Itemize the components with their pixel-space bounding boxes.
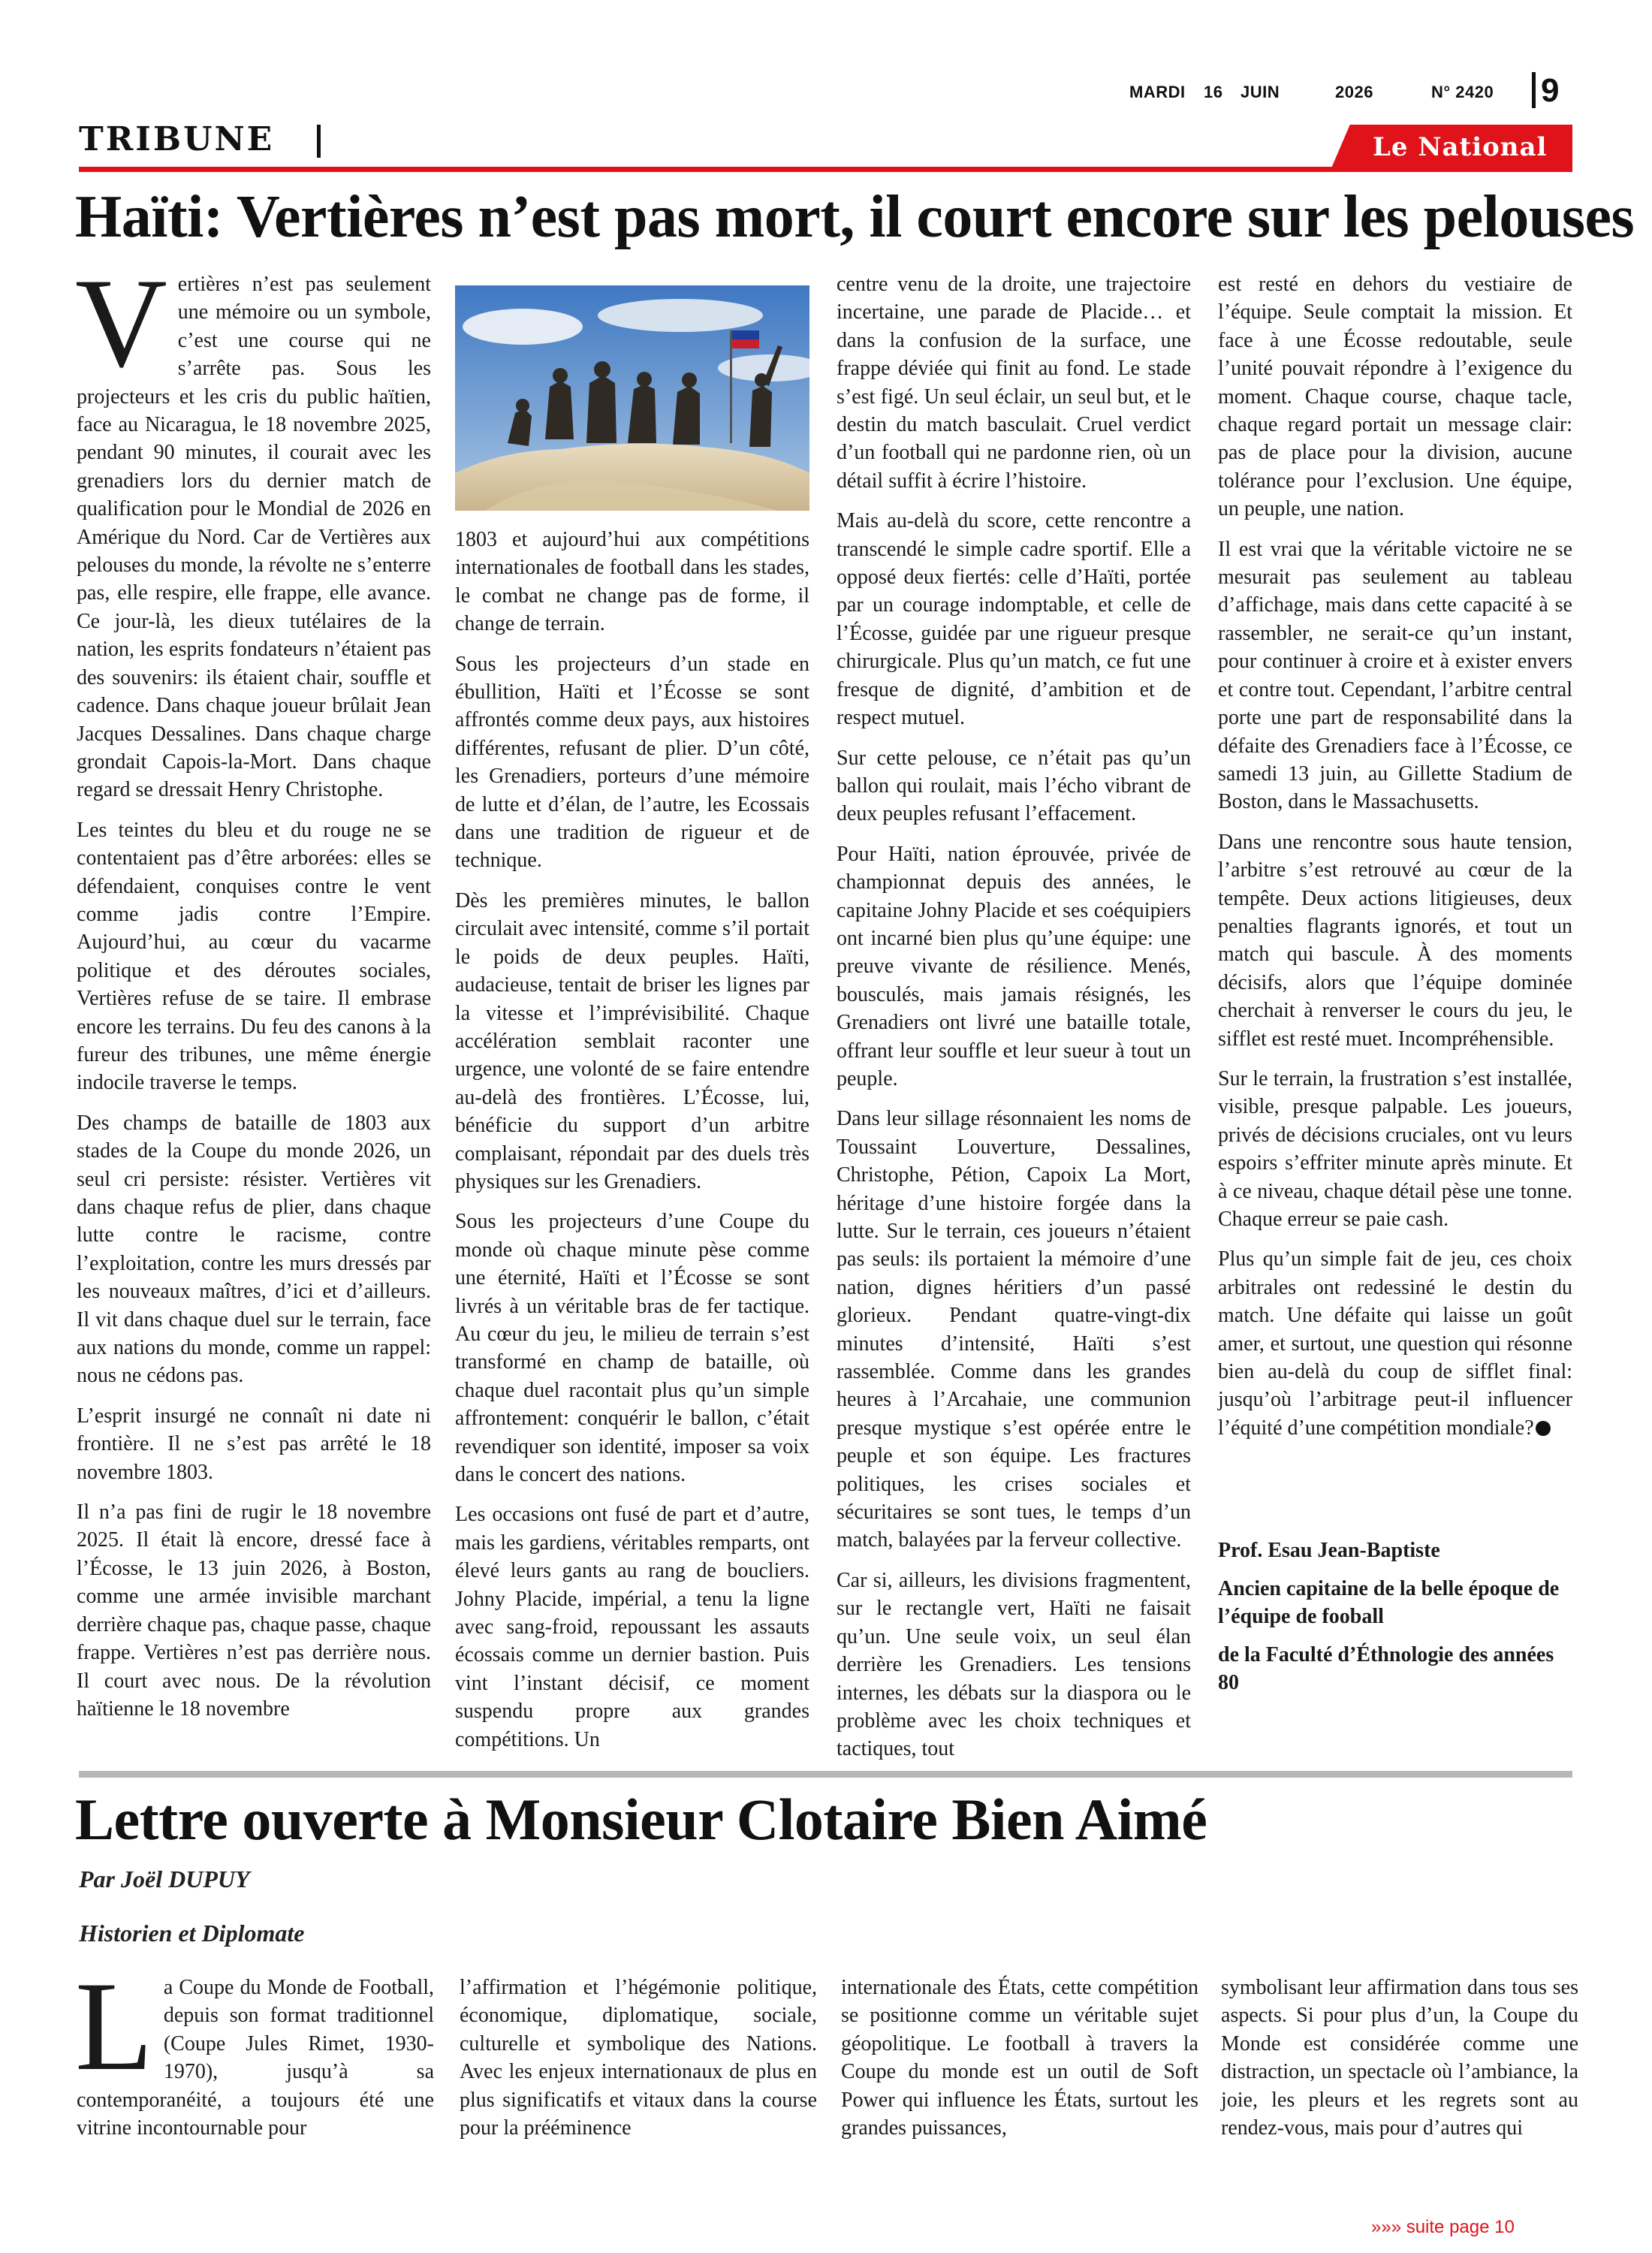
paragraph: Sous les projecteurs d’une Coupe du monde où chaque minute pèse comme une éternité, Haïti et l’Écosse se sont livrés à un véritable bras de fer tactique. Au cœur du jeu, le milieu de terrain s’est transformé en champ de bataille, où chaque duel racontait plus qu’un simple affrontement: conquérir le ballon, c’était revendiquer son identité, imposer sa voix dans le concert des nations. — [455, 1210, 809, 1486]
signature-name: Prof. Esau Jean-Baptiste — [1218, 1539, 1440, 1562]
drop-cap: V — [75, 252, 167, 394]
paragraph: Les teintes du bleu et du rouge ne se contentaient pas d’être arborées: elles se défendaient, conquises contre le vent comme jadis contre l’Empire. Aujourd’hui, au cœur du vacarme politique et des déroutes sociales, Vertières refuse de se taire. Il embrase encore les terrains. Du feu des canons à la fureur des tribunes, une même énergie indocile traverse le temps. — [77, 818, 431, 1095]
paragraph: Mais au-delà du score, cette rencontre a transcendé le simple cadre sportif. Elle a opposé deux fiertés: celle d’Haïti, portée par un courage indomptable, et celle de l’Écosse, guidée par une rigueur presque chirurgicale. Plus qu’un match, ce fut une fresque de dignité, d’ambition et de respect mutuel. — [837, 509, 1191, 730]
paragraph: internationale des États, cette compétition se positionne comme un véritable sujet géopolitique. Le football à travers la Coupe du monde est un outil de Soft Power qui influence les États, surtout les grandes puissances, — [841, 1976, 1198, 2140]
article2-author-role: Historien et Diplomate — [79, 1920, 305, 1947]
paragraph: Des champs de bataille de 1803 aux stades de la Coupe du monde 2026, un seul cri persiste: résister. Vertières vit dans chaque refus de plier, dans chaque lutte contre le racisme, contre l’exploitation, contre les murs dressés par les nouveaux maîtres, d’ici et d’ailleurs. Il vit dans chaque duel sur le terrain, face aux nations du monde, comme un rappel: nous ne cédons pas. — [77, 1111, 431, 1388]
paragraph: L’esprit insurgé ne connaît ni date ni frontière. Il ne s’est pas arrêté le 18 novembre 1803. — [77, 1404, 431, 1484]
page-number: 9 — [1541, 72, 1560, 109]
article2-author: Par Joël DUPUY — [79, 1865, 250, 1893]
article2-title: Lettre ouverte à Monsieur Clotaire Bien Aimé — [75, 1787, 1207, 1852]
signature-block — [1218, 1537, 1572, 1697]
paragraph: l’affirmation et l’hégémonie politique, économique, diplomatique, sociale, culturelle et symbolique des Nations. Avec les enjeux internationaux de plus en plus significatifs et vitaux dans la course pour la prééminence — [460, 1976, 817, 2140]
article-column-1 — [75, 252, 431, 1735]
issue-date: 16 — [1204, 83, 1223, 101]
issue-day: MARDI — [1129, 83, 1186, 101]
article-column-4 — [1218, 270, 1572, 1442]
signature-title: Ancien capitaine de la belle époque de l’équipe de fooball — [1218, 1577, 1560, 1628]
article2-column-1 — [75, 1956, 434, 2142]
article-column-2 — [455, 526, 809, 1766]
paragraph: Il n’a pas fini de rugir le 18 novembre 2025. Il était là encore, dressé face à l’Écosse, le 13 juin 2026, à Boston, comme une armée invisible marchant derrière chaque pas, chaque passe, chaque frappe. Vertières n’est pas derrière nous. Il court avec nous. De la révolution haïtienne le 18 novembre — [77, 1500, 431, 1721]
article-separator — [79, 1771, 1572, 1778]
header-rule — [79, 167, 1572, 172]
drop-cap: L — [75, 1956, 153, 2097]
issue-month: JUIN — [1241, 83, 1280, 101]
paragraph: ertières n’est pas seulement une mémoire ou un symbole, c’est une course qui ne s’arrête pas. Sous les projecteurs et les cris du public haïtien, face au Nicaragua, le 18 novembre 2025, pendant 90 minutes, il courait avec les grenadiers lors du dernier match de qualification pour le Mondial de 2026 en Amérique du Nord. Car de Vertières aux pelouses du monde, la révolte ne s’enterre pas, elle respire, elle frappe, elle avance. Ce jour-là, les dieux tutélaires de la nation, les esprits fondateurs n’étaient pas des souvenirs: ils étaient chair, souffle et cadence. Dans chaque joueur brûlait Jean Jacques Dessalines. Dans chaque charge grondait Capois-la-Mort. Dans chaque regard se dressait Henry Christophe. — [77, 273, 431, 802]
article2-column-4 — [1221, 1974, 1578, 2142]
monument-photo — [455, 285, 809, 511]
paragraph: Dans leur sillage résonnaient les noms de Toussaint Louverture, Dessalines, Christophe, Pétion, Capoix La Mort, héritage d’une histoire forgée dans la lutte. Sur le terrain, ces joueurs n’étaient pas seuls: ils portaient la mémoire d’une nation, dignes héritiers d’un passé glorieux. Pendant quatre-vingt-dix minutes d’intensité, Haïti s’est rassemblée. Comme dans les grandes heures à l’Arcahaie, une communion presque mystique s’est opérée entre le peuple et son équipe. Les fractures politiques, les crises sociales et sécuritaires se sont tues, le temps d’un match, balayées par la ferveur collective. — [837, 1107, 1191, 1552]
paragraph: est resté en dehors du vestiaire de l’équipe. Seule comptait la mission. Et face à une Écosse redoutable, seule l’unité pouvait répondre à l’exigence du moment. Chaque course, chaque tacle, chaque regard portait un message clair: pas de place pour la division, aucune tolérance pour l’exclusion. Une équipe, un peuple, une nation. — [1218, 273, 1572, 521]
monument-photo-graphic — [455, 285, 809, 511]
paragraph: Sur cette pelouse, ce n’était pas qu’un ballon qui roulait, mais l’écho vibrant de deux peuples refusant l’effacement. — [837, 746, 1191, 826]
paragraph: centre venu de la droite, une trajectoire incertaine, une parade de Placide… et dans la confusion de la surface, une frappe déviée qui finit au fond. Le stade s’est figé. Un seul éclair, un seul but, et le destin du match basculait. Cruel verdict d’un football qui ne pardonne rien, où un détail suffit à écrire l’histoire. — [837, 273, 1191, 493]
issue-number: N° 2420 — [1431, 83, 1494, 101]
paragraph: symbolisant leur affirmation dans tous ses aspects. Si pour plus d’un, la Coupe du Monde est considérée comme une distraction, un spectacle où l’ambiance, la joie, les pleurs et les regrets sont au rendez-vous, mais pour d’autres qui — [1221, 1976, 1578, 2140]
paragraph: Car si, ailleurs, les divisions fragmentent, sur le rectangle vert, Haïti ne faisait qu’un. Une seule voix, un seul élan derrière les Grenadiers. Les tensions internes, les débats sur la diaspora ou le problème avec les choix techniques et tactiques, tout — [837, 1568, 1191, 1761]
article2-column-3 — [841, 1974, 1198, 2142]
paragraph: Sur le terrain, la frustration s’est installée, visible, presque palpable. Les joueurs, privés de décisions cruciales, ont vu leurs espoirs s’effriter minute après minute. Et à ce niveau, chaque détail pèse une tonne. Chaque erreur se paie cash. — [1218, 1066, 1572, 1231]
article-column-3 — [837, 270, 1191, 1775]
section-divider — [317, 125, 321, 158]
signature-affiliation: de la Faculté d’Éthnologie des années 80 — [1218, 1643, 1554, 1694]
continued-on-page-link[interactable]: »»» suite page 10 — [1371, 2217, 1515, 2237]
page-number-divider — [1532, 72, 1536, 108]
paragraph: Plus qu’un simple fait de jeu, ces choix arbitrales ont redessiné le destin du match. Une défaite qui laisse un goût amer, et surtout, une question qui résonne bien au-delà du coup de sifflet final: jusqu’où l’arbitrage peut-il influencer l’équité d’une compétition mondiale? — [1218, 1247, 1572, 1440]
paragraph: 1803 et aujourd’hui aux compétitions internationales de football dans les stades, le combat ne change pas de forme, il change de terrain. — [455, 528, 809, 636]
section-label: TRIBUNE — [79, 120, 275, 158]
article2-column-2 — [460, 1974, 817, 2142]
paragraph: Il est vrai que la véritable victoire ne se mesurait pas seulement au tableau d’affichage, mais dans cette capacité à se rassembler, ne serait-ce qu’un instant, pour continuer à croire et à exister envers et contre tout. Cependant, l’arbitre central porte une part de responsabilité dans la défaite des Grenadiers face à l’Écosse, ce samedi 13 juin, au Gillette Stadium de Boston, dans le Massachusetts. — [1218, 537, 1572, 814]
article-title: Haïti: Vertières n’est pas mort, il court encore sur les pelouses — [75, 184, 1635, 250]
paragraph: Les occasions ont fusé de part et d’autre, mais les gardiens, véritables remparts, ont élevé leurs gants au rang de boucliers. Johny Placide, impérial, a tenu la ligne avec sang-froid, repoussant les assauts écossais comme un dernier bastion. Puis vint l’instant décisif, ce moment suspendu propre aux grandes compétitions. Un — [455, 1503, 809, 1751]
paragraph: Sous les projecteurs d’un stade en ébullition, Haïti et l’Écosse se sont affrontés comme deux pays, aux histoires différentes, refusant de plier. D’un côté, les Grenadiers, porteurs d’une mémoire de lutte et d’élan, de l’autre, les Ecossais dans une tradition de rigueur et de technique. — [455, 652, 809, 873]
brand-name: Le National — [1373, 132, 1548, 162]
end-mark-icon — [1536, 1421, 1551, 1436]
paragraph: Pour Haïti, nation éprouvée, privée de championnat depuis des années, le capitaine Johny Placide et ses coéquipiers ont incarné bien plus qu’une équipe: une preuve vivante de résilience. Menés, bousculés, mais jamais résignés, les Grenadiers ont livré une bataille totale, offrant leur souffle et leur sueur à tout un peuple. — [837, 842, 1191, 1090]
issue-year: 2026 — [1335, 83, 1373, 101]
paragraph: Dès les premières minutes, le ballon circulait avec intensité, comme s’il portait le poids de deux peuples. Haïti, audacieuse, tentait de briser les lignes par la vitesse et l’imprévisibilité. Chaque accélération semblait raconter une urgence, une volonté de se faire entendre au-delà des frontières. L’Écosse, lui, bénéficie du support d’un arbitre complaisant, répondait par des duels très physiques sur les Grenadiers. — [455, 888, 809, 1193]
paragraph: Dans une rencontre sous haute tension, l’arbitre s’est retrouvé au cœur de la tempête. Deux actions litigieuses, deux penalties flagrants ignorés, et tout un match qui bascule. À des moments décisifs, alors que l’équipe dominée cherchait à renverser le cours du jeu, le sifflet est resté muet. Incompréhensible. — [1218, 830, 1572, 1051]
paragraph: a Coupe du Monde de Football, depuis son format traditionnel (Coupe Jules Rimet, 1930-1970), jusqu’à sa contemporanéité, a toujours été une vitrine incontournable pour — [77, 1976, 434, 2140]
